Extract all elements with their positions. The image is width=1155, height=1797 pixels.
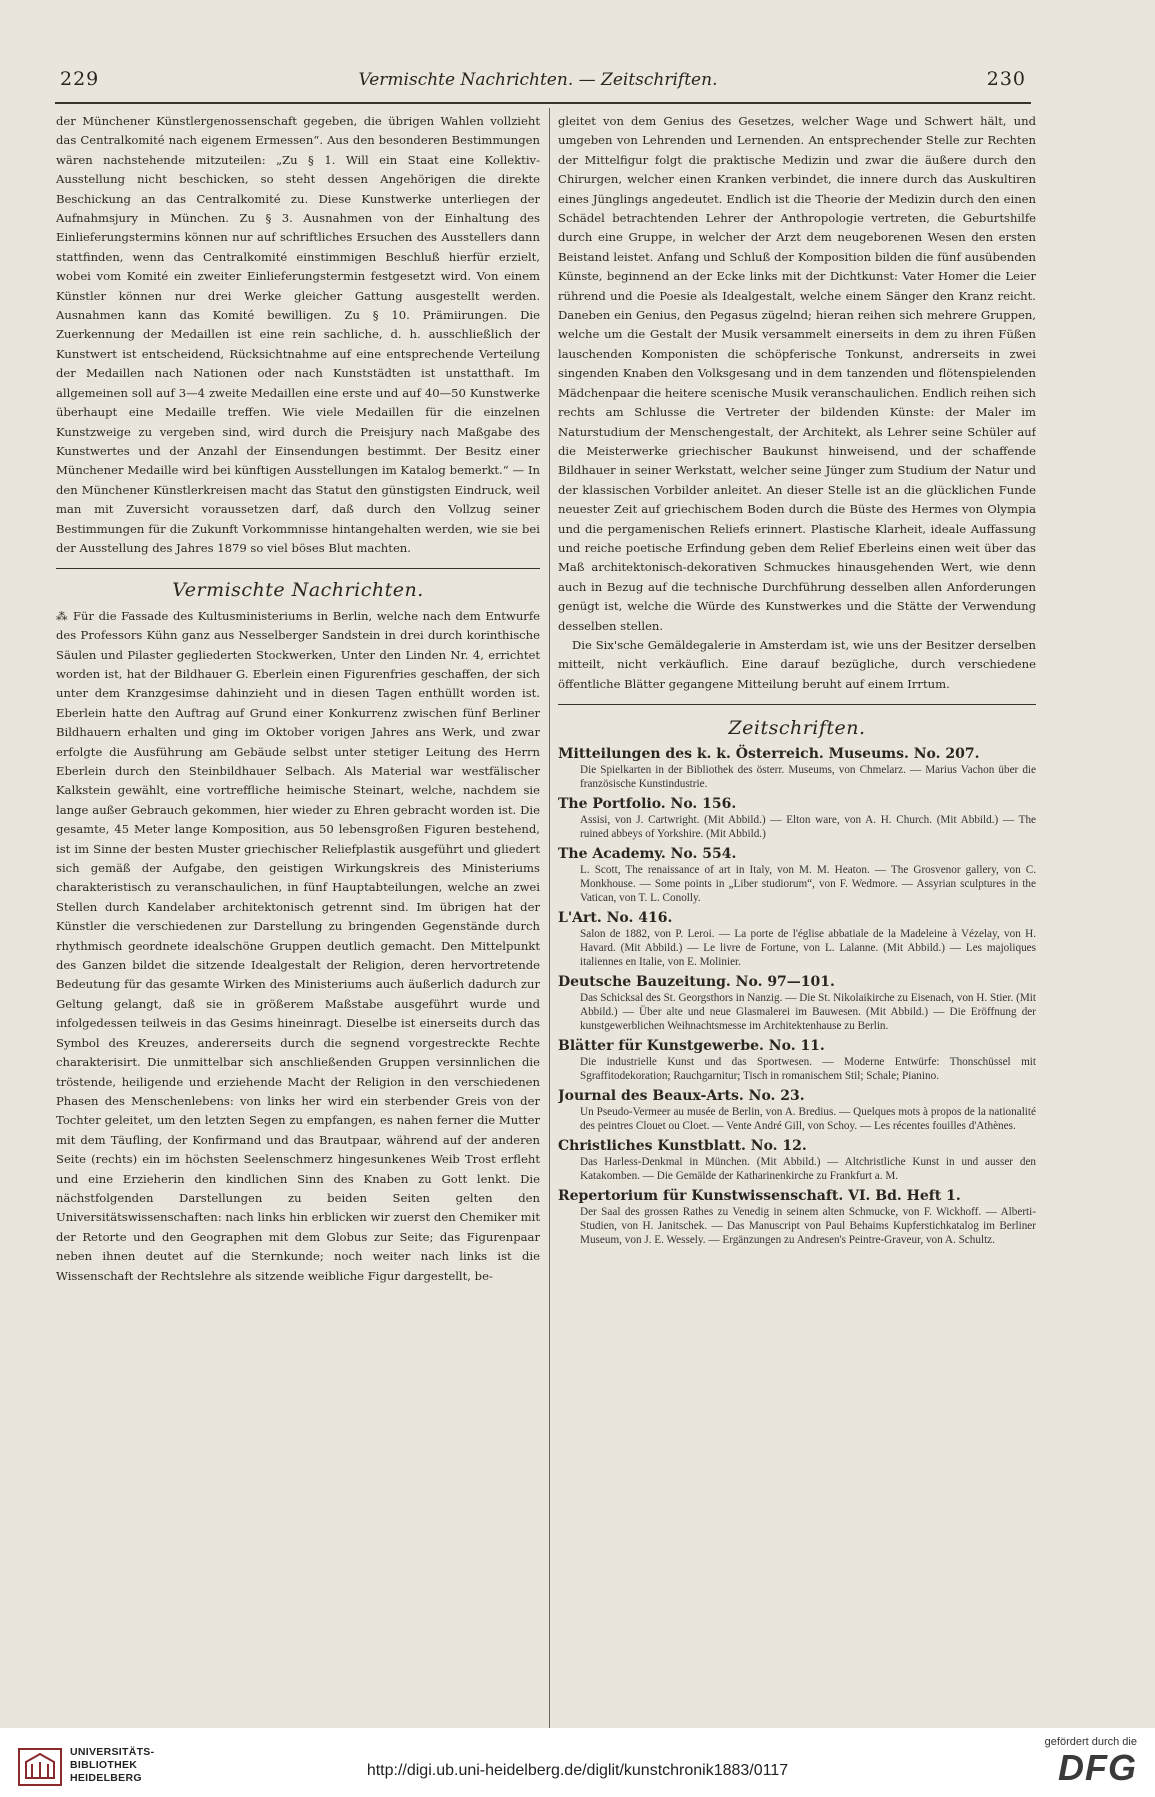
journal-entry bbox=[558, 845, 1036, 905]
journal-title: The Portfolio. No. 156. bbox=[558, 796, 737, 813]
journal-contents: Der Saal des grossen Rathes zu Venedig in seinem alten Schmucke, von F. Wickhoff. — Alberti-Studien, von H. Janitschek. — Das Manuscript von Paul Behaims Kupferstichkatalog im Berliner Museum, von J. E. Wessely. — Ergänzungen zu Andresen's Peintre-Graveur, von A. Schultz. bbox=[580, 1206, 1036, 1247]
sponsor-label: gefördert durch die bbox=[1044, 1736, 1137, 1748]
journal-entry bbox=[558, 1037, 1036, 1083]
section-title-news: Vermischte Nachrichten. bbox=[172, 579, 424, 602]
column-divider bbox=[549, 108, 550, 1728]
right-column bbox=[558, 112, 1036, 1251]
section-rule bbox=[56, 568, 540, 569]
journal-entry bbox=[558, 795, 1036, 841]
journal-entry bbox=[558, 909, 1036, 969]
journal-contents: Salon de 1882, von P. Leroi. — La porte de l'église abbatiale de la Madeleine à Vézelay, von H. Havard. (Mit Abbild.) — Le livre de Fortune, von L. Lalanne. (Mit Abbild.) — Les majoliques italiennes en Italie, von E. Molinier. bbox=[580, 928, 1036, 969]
header-rule bbox=[55, 102, 1031, 104]
body-paragraph: gleitet von dem Genius des Gesetzes, welcher Wage und Schwert hält, und umgeben von Lehrenden und Lernenden. An entsprechender Stelle zur Rechten der Mittelfigur folgt die praktische Medizin und zwar die äußere durch den Chirurgen, welcher einen Kranken verbindet, die innere durch das Auskultiren eines Jünglings angedeutet. Endlich ist die Theorie der Medizin durch den einen Schädel betrachtenden Lehrer der Anthropologie vertreten, die Geburtshilfe durch eine Gruppe, in welcher der Arzt dem neugeborenen Wesen den ersten Beistand leistet. Anfang und Schluß der Komposition bilden die fünf ausübenden Künste, beginnend an der Ecke links mit der Dichtkunst: Vater Homer die Leier rührend und die Poesie als Idealgestalt, welche einem Sänger den Kranz reicht. Daneben ein Genius, den Pegasus zügelnd; hieran reihen sich mehrere Gruppen, welche um die Gestalt der Musik versammelt einerseits in dem zu ihren Füßen lauschenden Komponisten die schöpferische Tonkunst, andrerseits in zwei singenden Knaben den Volksgesang und in dem tanzenden und flötenspielenden Mädchenpaar die heitere scenische Musik veranschaulichen. Endlich reihen sich rechts am Schlusse die Vertreter der bildenden Künste: der Maler im Naturstudium der Menschengestalt, der Architekt, als Lehrer seine Schüler auf die Meisterwerke griechischer Baukunst hinweisend, und der schaffende Bildhauer in seiner Werkstatt, welcher seine Jünger zum Studium der Natur und der klassischen Vorbilder anleitet. An dieser Stelle ist an die glücklichen Funde neuester Zeit auf griechischem Boden durch die Büste des Hermes von Olympia und die pergamenischen Reliefs erinnert. Plastische Klarheit, ideale Auffassung und reiche poetische Erfindung geben dem Relief Eberleins einen weit über das Maß architektonisch-dekorativen Schmuckes hinausgehenden Wert, wie denn auch in Bezug auf die technische Durchführung desselben allen Anforderungen genügt ist, welche die Würde des Kunstwerkes und die Stätte der Verwendung desselben stellen. bbox=[558, 114, 1036, 633]
page-number-right: 230 bbox=[986, 68, 1026, 90]
running-title: Vermischte Nachrichten. — Zeitschriften. bbox=[358, 70, 718, 90]
footer-bar bbox=[0, 1728, 1155, 1797]
journal-title: Repertorium für Kunstwissenschaft. VI. Bd. Heft 1. bbox=[558, 1188, 961, 1205]
journal-contents: Un Pseudo-Vermeer au musée de Berlin, von A. Bredius. — Quelques mots à propos de la nationalité des peintres Clouet ou Cloet. — Vente André Gill, von Schoy. — Les récentes fouilles d'Athènes. bbox=[580, 1106, 1036, 1133]
journal-title: Mitteilungen des k. k. Österreich. Museums. No. 207. bbox=[558, 746, 980, 763]
journal-list bbox=[558, 745, 1036, 1247]
journal-entry bbox=[558, 1187, 1036, 1247]
page-number-left: 229 bbox=[60, 68, 100, 90]
news-paragraph: ⁂ Für die Fassade des Kultusministeriums in Berlin, welche nach dem Entwurfe des Professors Kühn ganz aus Nesselberger Sandstein in drei durch korinthische Säulen und Pilaster gegliederten Stockwerken, Unter den Linden Nr. 4, errichtet worden ist, hat der Bildhauer G. Eberlein einen Figurenfries geschaffen, der sich unter dem Kranzgesimse dahinzieht und in diesen Tagen enthüllt worden ist. Eberlein hatte den Auftrag auf Grund einer Konkurrenz zwischen fünf Berliner Bildhauern erhalten und ging im Oktober vorigen Jahres ans Werk, und zwar erfolgte die Ausführung am Gebäude selbst unter stetiger Leitung des Herrn Eberlein durch den Steinbildhauer Selbach. Als Material war westfälischer Kalkstein gewählt, eine vortreffliche heimische Steinart, welche, nachdem sie lange außer Gebrauch gekommen, hier wieder zu Ehren gebracht worden ist. Die gesamte, 45 Meter lange Komposition, aus 50 lebensgroßen Figuren bestehend, ist im Sinne der besten Muster griechischer Reliefplastik ausgeführt und gliedert sich gemäß der Aufgabe, den geistigen Wirkungskreis des Ministeriums charakteristisch zu veranschaulichen, in fünf Hauptabteilungen, welche an zwei Stellen durch Kandelaber architektonisch getrennt sind. Im übrigen hat der Künstler die verschiedenen zur Darstellung zu bringenden Gegenstände durch rhythmisch geordnete idealschöne Gruppen deutlich gemacht. Den Mittelpunkt des Ganzen bildet die sitzende Idealgestalt der Religion, deren hervortretende Bedeutung für das gesamte Wirken des Ministeriums auch äußerlich dadurch zur Geltung gelangt, daß sie in größerem Maßstabe ausgeführt wurde und infolgedessen teilweis in das Gesims hineinragt. Dieselbe ist einerseits durch das Symbol des Kreuzes, andererseits durch die segnend vorgestreckte Rechte charakterisirt. Die unmittelbar sich anschließenden Gruppen versinnlichen die tröstende, heiligende und erziehende Macht der Religion in den verschiedenen Phasen des Menschenlebens: von links her wird ein sterbender Greis von der Tochter geleitet, um den letzten Segen zu empfangen, es nahen ferner die Mutter mit dem Täufling, der Konfirmand und das Brautpaar, während auf der anderen Seite (rechts) ein im höchsten Seelenschmerz hingesunkenes Weib Trost erfleht und eine Erzieherin den kindlichen Sinn des Knaben zu Gott lenkt. Die nächstfolgenden Darstellungen zu beiden Seiten gelten den Universitätswissenschaften: nach links hin erblicken wir zuerst den Chemiker mit der Retorte und den Geographen mit dem Globus zur Seite; das Figurenpaar neben ihnen deutet auf die Sternkunde; noch weiter nach links ist die Wissenschaft der Rechtslehre als sitzende weibliche Figur dargestellt, be- bbox=[56, 608, 540, 1283]
library-logo-text: UNIVERSITÄTS- BIBLIOTHEK HEIDELBERG bbox=[70, 1746, 155, 1784]
running-header bbox=[50, 66, 1026, 98]
journal-title: Deutsche Bauzeitung. No. 97—101. bbox=[558, 974, 835, 991]
journal-title: The Academy. No. 554. bbox=[558, 846, 737, 863]
left-column bbox=[56, 112, 540, 1286]
journal-title: Blätter für Kunstgewerbe. No. 11. bbox=[558, 1038, 825, 1055]
dfg-logo: DFG bbox=[1058, 1747, 1137, 1788]
section-title-journals: Zeitschriften. bbox=[728, 717, 866, 740]
body-paragraph: der Münchener Künstlergenossenschaft gegeben, die übrigen Wahlen vollzieht das Centralkomité nach eigenem Ermessen“. Aus den besonderen Bestimmungen wären nachstehende mitzuteilen: „Zu § 1. Will ein Staat eine Kollektiv-Ausstellung nicht beschicken, so steht dessen Angehörigen die direkte Beschickung an das Centralkomité zu. Diese Kunstwerke unterliegen der Aufnahmsjury in München. Zu § 3. Ausnahmen von der Einhaltung des Einlieferungstermins können nur auf schriftliches Ersuchen des Ausstellers dann stattfinden, wenn das Centralkomité einstimmigen Beschluß hierfür erzielt, wobei vom Komité ein zweiter Einlieferungstermin festgesetzt wird. Von einem Künstler können nur drei Werke gleicher Gattung ausgestellt werden. Ausnahmen kann das Komité bewilligen. Zu § 10. Prämiirungen. Die Zuerkennung der Medaillen ist eine rein sachliche, d. h. ausschließlich der Kunstwert ist entscheidend, Rücksichtnahme auf eine entsprechende Verteilung der Medaillen nach Nationen oder nach Kunststädten ist unstatthaft. Im allgemeinen soll auf 3—4 zweite Medaillen eine erste und auf 40—50 Kunstwerke überhaupt eine Medaille treffen. Wie viele Medaillen für die einzelnen Kunstzweige zu vergeben sind, wird durch die Preisjury nach Maßgabe des Kunstwertes und der Anzahl der Einsendungen bestimmt. Der Besitz einer Münchener Medaille wird bei künftigen Ausstellungen im Katalog bemerkt.“ — In den Münchener Künstlerkreisen macht das Statut den günstigsten Eindruck, weil man mit Zuversicht voraussetzen darf, daß durch den Vollzug seiner Bestimmungen für die Zukunft Vorkommnisse hintangehalten werden, wie sie bei der Ausstellung des Jahres 1879 so viel böses Blut machten. bbox=[56, 114, 540, 555]
journal-contents: Assisi, von J. Cartwright. (Mit Abbild.) — Elton ware, von A. H. Church. (Mit Abbild.) — The ruined abbeys of Yorkshire. (Mit Abbild.) bbox=[580, 814, 1036, 841]
journal-entry bbox=[558, 1087, 1036, 1133]
source-url-link[interactable]: http://digi.ub.uni-heidelberg.de/diglit/kunstchronik1883/0117 bbox=[366, 1762, 789, 1779]
journal-contents: Das Schicksal des St. Georgsthors in Nanzig. — Die St. Nikolaikirche zu Eisenach, von H. Stier. (Mit Abbild.) — Über alte und neue Glasmalerei im Bauwesen. (Mit Abbild.) — Die Eröffnung der kunstgewerblichen Weihnachtsmesse im Architektenhause zu Berlin. bbox=[580, 992, 1036, 1033]
journal-title: Journal des Beaux-Arts. No. 23. bbox=[558, 1088, 805, 1105]
body-paragraph: Die Six'sche Gemäldegalerie in Amsterdam ist, wie uns der Besitzer derselben mitteilt, nicht verkäuflich. Eine darauf bezügliche, durch verschiedene öffentliche Blätter gegangene Mitteilung beruht auf einem Irrtum. bbox=[558, 637, 1036, 691]
journal-contents: L. Scott, The renaissance of art in Italy, von M. M. Heaton. — The Grosvenor gallery, von C. Monkhouse. — Some points in „Liber studiorum“, von F. Wedmore. — Assyrian sculptures in the Vatican, von T. L. Conolly. bbox=[580, 864, 1036, 905]
journal-entry bbox=[558, 1137, 1036, 1183]
sponsor-block bbox=[967, 1736, 1137, 1788]
journal-title: L'Art. No. 416. bbox=[558, 910, 673, 927]
journal-entry bbox=[558, 745, 1036, 791]
journal-contents: Die industrielle Kunst und das Sportwesen. — Moderne Entwürfe: Thonschüssel mit Sgraffitodekoration; Rauchgarnitur; Tisch in romanischem Stil; Schale; Pianino. bbox=[580, 1056, 1036, 1083]
journal-contents: Die Spielkarten in der Bibliothek des österr. Museums, von Chmelarz. — Marius Vachon über die französische Kunstindustrie. bbox=[580, 764, 1036, 791]
journal-contents: Das Harless-Denkmal in München. (Mit Abbild.) — Altchristliche Kunst in und ausser den Katakomben. — Die Gemälde der Katharinenkirche zu Frankfurt a. M. bbox=[580, 1156, 1036, 1183]
section-rule bbox=[558, 704, 1036, 705]
journal-entry bbox=[558, 973, 1036, 1033]
journal-title: Christliches Kunstblatt. No. 12. bbox=[558, 1138, 807, 1155]
